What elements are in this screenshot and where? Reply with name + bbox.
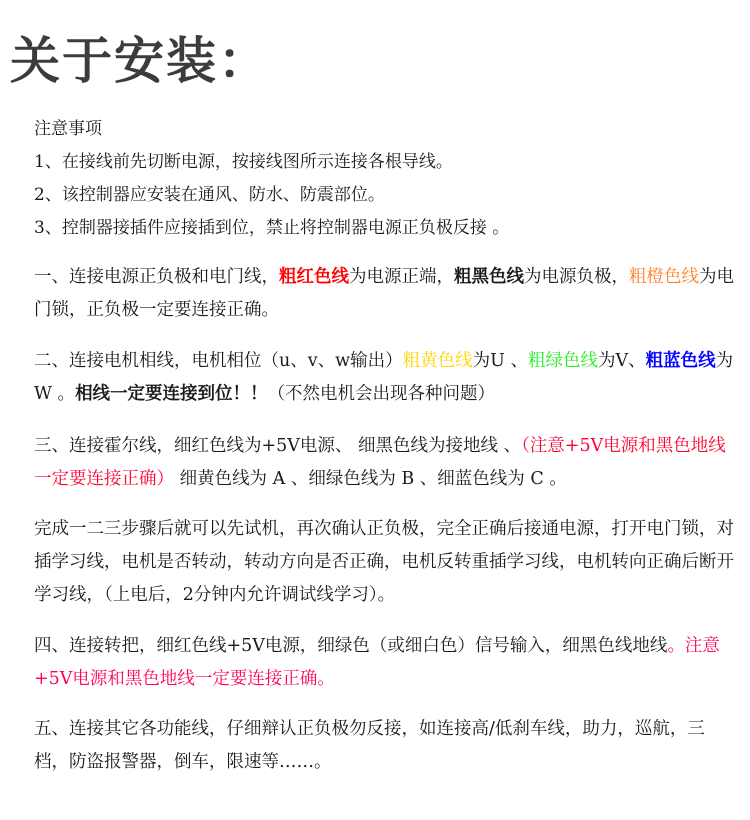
thick-green-wire-label: 粗绿色线 xyxy=(527,351,598,371)
section-throttle xyxy=(34,630,739,696)
thick-blue-wire-label: 粗蓝色线 xyxy=(645,351,716,371)
throttle-power-warning: 。注意+5V电源和黑色地线一定要连接正确。 xyxy=(34,636,720,689)
section-motor-text-1: 二、连接电机相线，电机相位（u、v、w输出） xyxy=(34,351,403,371)
section-throttle-text: 四、连接转把，细红色线+5V电源，细绿色（或细白色）信号输入，细黑色线地线 xyxy=(34,636,668,656)
section-power-text-1: 一、连接电源正负极和电门线， xyxy=(34,267,279,287)
section-motor-phase xyxy=(34,345,739,411)
thick-red-wire-label: 粗红色线 xyxy=(279,267,349,287)
phase-connection-warning: 相线一定要连接到位！！ xyxy=(75,384,268,404)
notes-item-1: 1、在接线前先切断电源，按接线图所示连接各根导线。 xyxy=(34,152,453,172)
section-motor-text-5: （不然电机会出现各种问题） xyxy=(267,384,496,404)
notes-item-2: 2、该控制器应安装在通风、防水、防震部位。 xyxy=(34,185,385,205)
notes-heading: 注意事项 xyxy=(34,119,102,139)
thick-yellow-wire-label: 粗黄色线 xyxy=(402,351,473,371)
thick-black-wire-label: 粗黑色线 xyxy=(454,267,524,287)
section-test-run: 完成一二三步骤后就可以先试机，再次确认正负极，完全正确后接通电源，打开电门锁，对插学习线，电机是否转动，转动方向是否正确，电机反转重插学习线，电机转向正确后断开学习线，（上电后，2分钟内允许调试线学习）。 xyxy=(34,519,734,605)
section-other-functions: 五、连接其它各功能线，仔细辩认正负极勿反接，如连接高/低刹车线，助力，巡航，三档，防盗报警器，倒车，限速等……。 xyxy=(34,719,705,772)
section-motor-text-3: 为V、 xyxy=(597,351,646,371)
hall-power-warning: （注意+5V电源和黑色地线一定要连接正确） xyxy=(34,436,726,489)
section-power-text-3: 为电源负极， xyxy=(524,267,629,287)
section-hall-text-2: 细黄色线为 A 、细绿色线为 B 、细蓝色线为 C 。 xyxy=(174,469,567,489)
section-power-text-4: 为电门锁，正负极一定要连接正确。 xyxy=(34,267,734,320)
section-motor-text-2: 为U 、 xyxy=(472,351,528,371)
page-title: 关于安装： xyxy=(10,32,270,90)
notes-block xyxy=(34,113,509,245)
thick-orange-wire-label: 粗橙色线 xyxy=(629,267,699,287)
section-hall-text-1: 三、连接霍尔线，细红色线为+5V电源、 细黑色线为接地线 、 xyxy=(34,436,522,456)
section-power-wiring xyxy=(34,261,739,327)
notes-item-3: 3、控制器接插件应接插到位，禁止将控制器电源正负极反接 。 xyxy=(34,218,510,238)
section-hall-wiring xyxy=(34,430,739,496)
section-power-text-2: 为电源正端， xyxy=(349,267,454,287)
section-motor-text-4: 为W 。 xyxy=(34,351,734,404)
